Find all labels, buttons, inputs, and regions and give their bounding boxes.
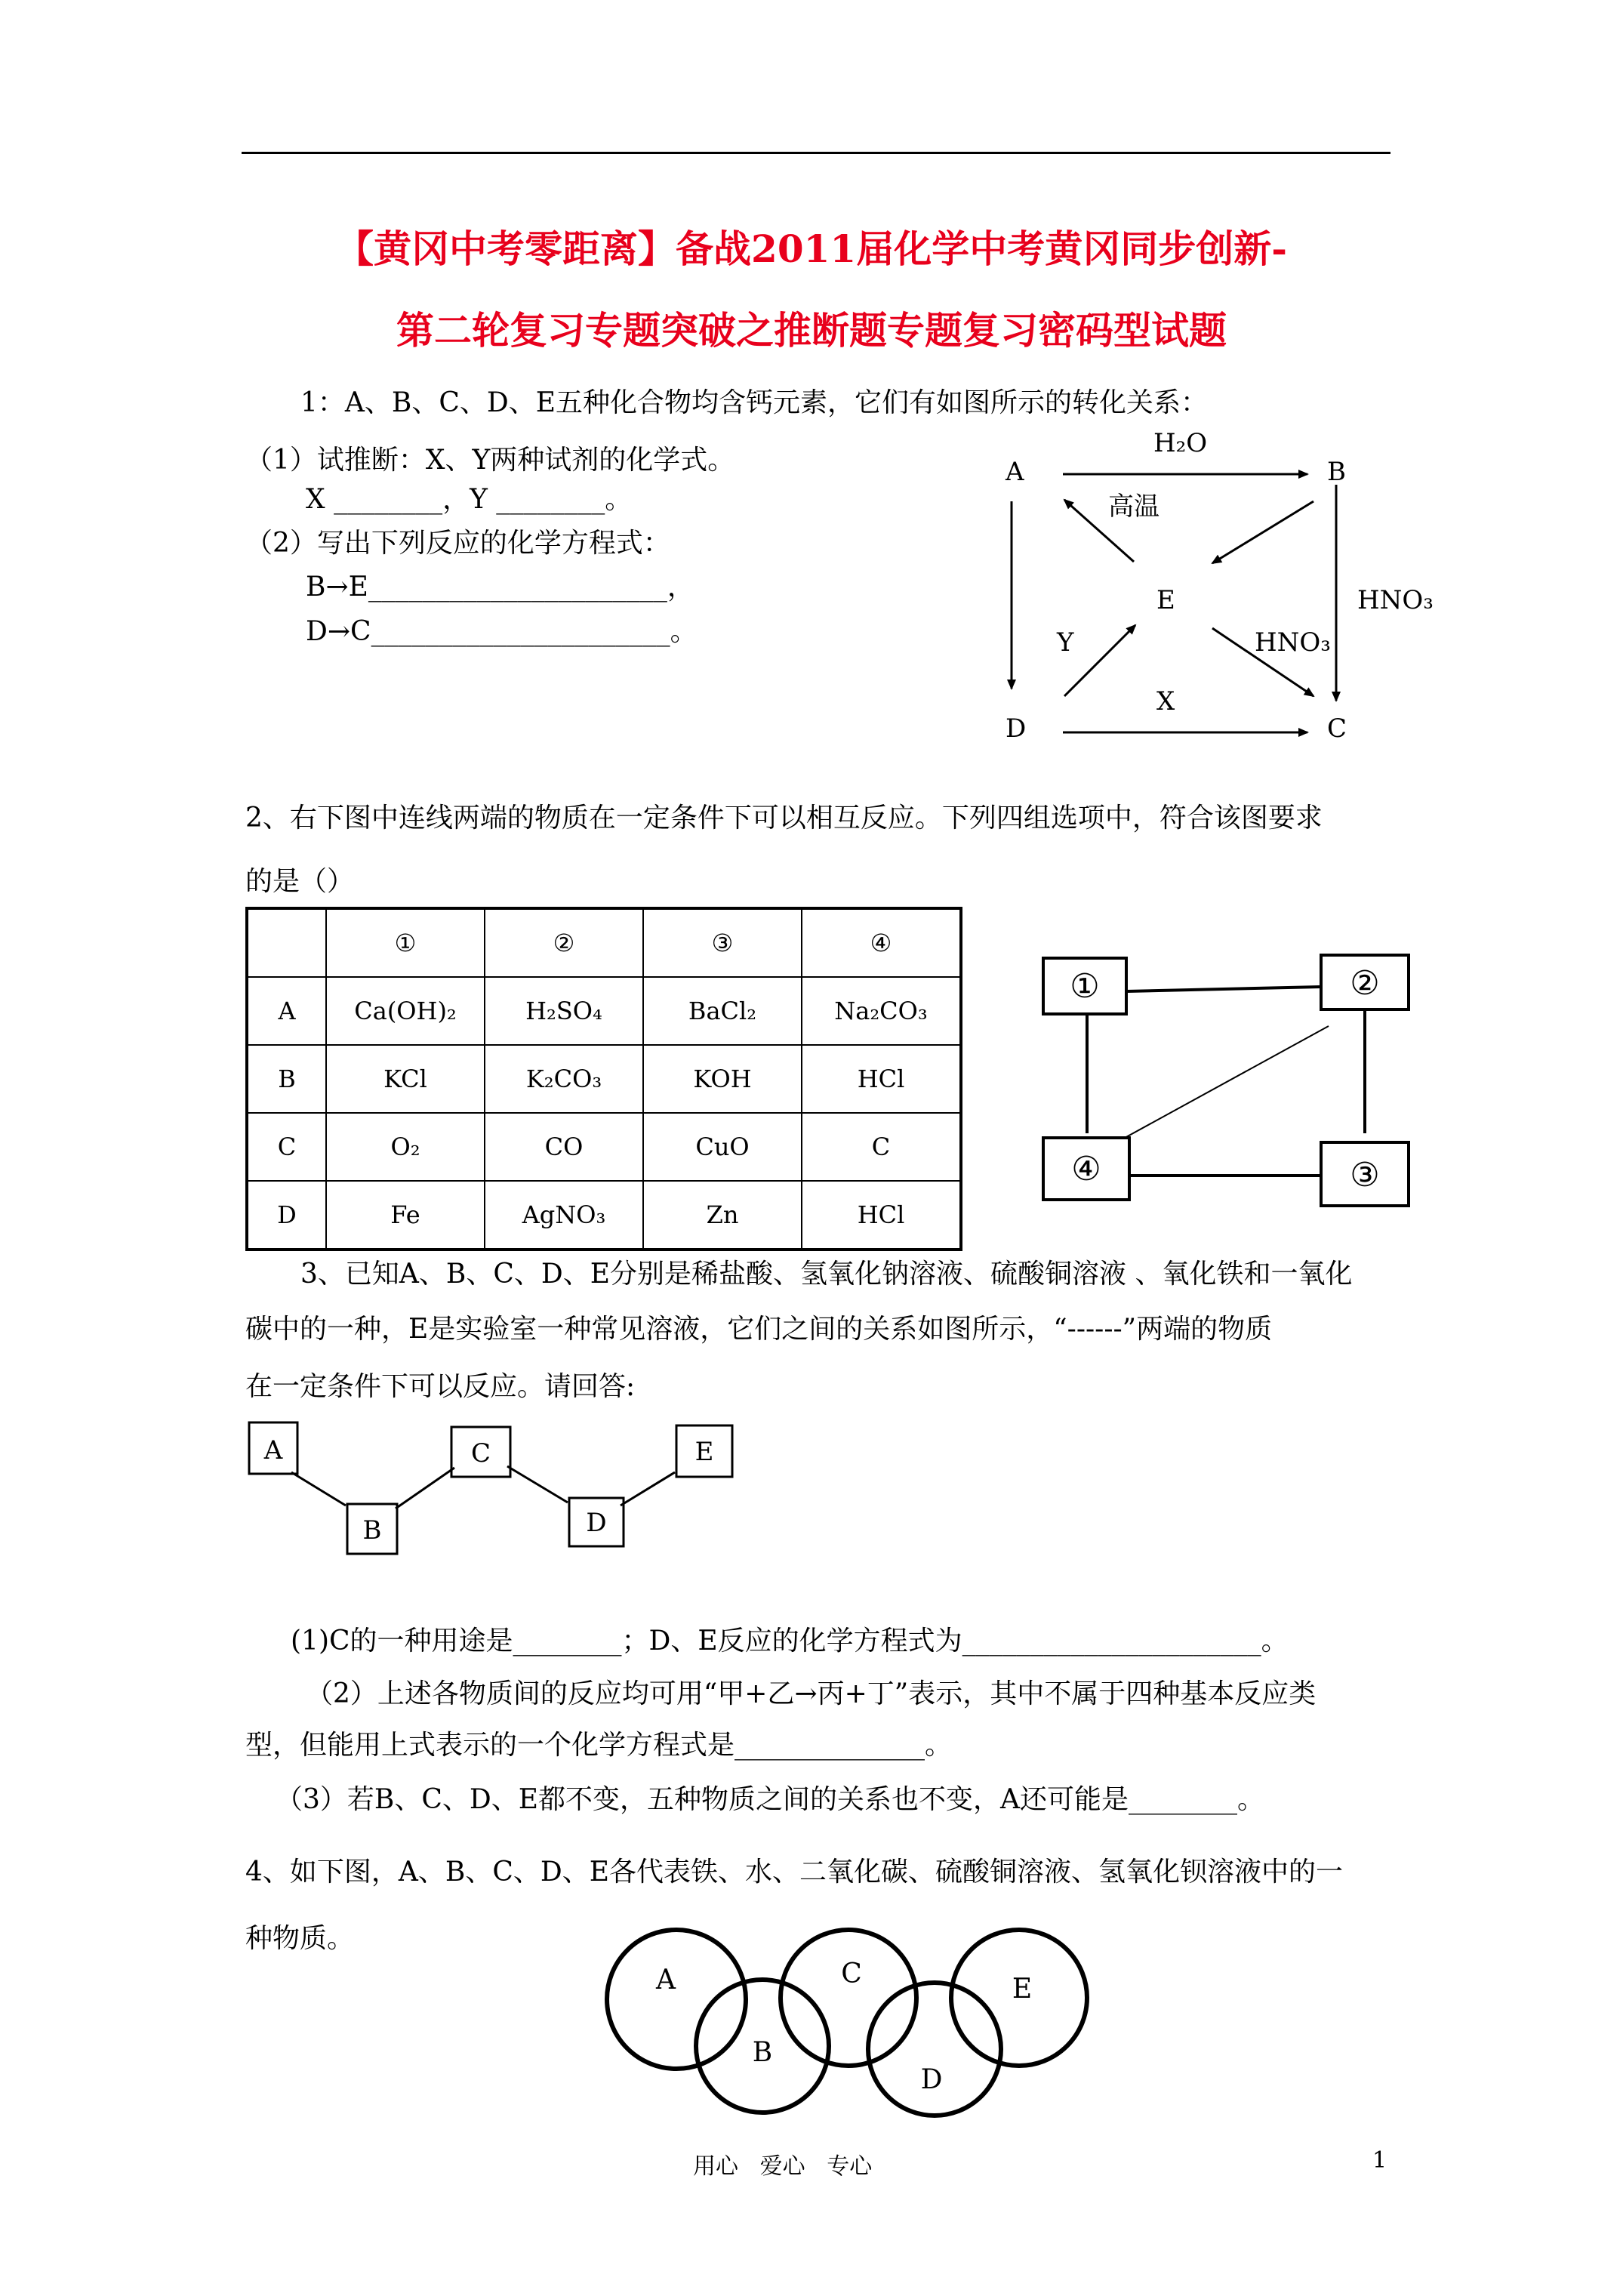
q3-box-e-label: E — [694, 1437, 714, 1467]
table-cell: HCl — [802, 1045, 961, 1113]
q4-circle-d — [868, 1983, 1001, 2116]
table-cell: ③ — [643, 908, 802, 977]
q2-box-4-label: ④ — [1071, 1150, 1101, 1188]
q4-rings-diagram — [589, 1910, 1117, 2129]
q4-line-2: 种物质。 — [245, 1923, 355, 1954]
header-rule — [242, 152, 1390, 154]
table-cell: ④ — [802, 908, 961, 977]
q1-label-h2o: H₂O — [1153, 428, 1208, 458]
table-cell: ② — [485, 908, 643, 977]
q4-line-1: 4、如下图，A、B、C、D、E各代表铁、水、二氧化碳、硫酸铜溶液、氢氧化钡溶液中的一 — [245, 1857, 1344, 1888]
q1-node-c: C — [1327, 713, 1347, 744]
q1-label-y: Y — [1057, 627, 1074, 658]
q1-part1: （1）试推断：X、Y两种试剂的化学式。 — [245, 445, 735, 476]
q1-part2: （2）写出下列反应的化学方程式： — [245, 528, 670, 559]
table-cell: C — [247, 1113, 326, 1181]
table-cell: K₂CO₃ — [485, 1045, 643, 1113]
q2-box-2-label: ② — [1350, 964, 1380, 1003]
q3-answer-2-line-1: （2）上述各物质间的反应均可用“甲+乙→丙+丁”表示，其中不属于四种基本反应类 — [306, 1678, 1317, 1709]
q4-circle-d-label: D — [920, 2064, 943, 2095]
q4-circle-a — [607, 1930, 746, 2069]
q2-stem-2: 的是（） — [245, 866, 355, 897]
table-cell: A — [247, 977, 326, 1045]
table-cell: KCl — [326, 1045, 485, 1113]
q1-label-hno3-mid: HNO₃ — [1255, 627, 1331, 658]
q2-options-table — [245, 907, 962, 1251]
q3-box-c-label: C — [470, 1438, 491, 1469]
q2-link-1-2 — [1126, 987, 1321, 991]
q3-answer-2-line-2: 型，但能用上式表示的一个化学方程式是______________。 — [245, 1730, 953, 1761]
q1-node-a: A — [1006, 457, 1024, 487]
title-line-2: 第二轮复习专题突破之推断题专题复习密码型试题 — [396, 308, 1227, 353]
q3-link-b-c — [396, 1468, 454, 1509]
q1-stem: 1：A、B、C、D、E五种化合物均含钙元素，它们有如图所示的转化关系： — [300, 387, 1209, 418]
q1-d-to-c: D→C______________________。 — [306, 616, 698, 647]
footer-motto: 用心 爱心 专心 — [693, 2153, 873, 2180]
table-header-row — [247, 908, 961, 977]
q1-label-gaowen: 高温 — [1108, 492, 1160, 522]
table-row — [247, 1113, 961, 1181]
q1-node-b: B — [1327, 457, 1346, 487]
q2-reaction-diagram — [1034, 948, 1427, 1219]
table-cell: Fe — [326, 1181, 485, 1250]
table-cell: Na₂CO₃ — [802, 977, 961, 1045]
q3-link-a-b — [291, 1472, 346, 1505]
q4-circle-e-label: E — [1012, 1974, 1033, 2005]
table-row — [247, 1045, 961, 1113]
table-cell: ① — [326, 908, 485, 977]
table-cell: Ca(OH)₂ — [326, 977, 485, 1045]
table-cell: Zn — [643, 1181, 802, 1250]
table-cell: AgNO₃ — [485, 1181, 643, 1250]
q3-box-d-label: D — [586, 1508, 607, 1538]
page-number: 1 — [1372, 2147, 1387, 2174]
title-line-1: 【黄冈中考零距离】备战2011届化学中考黄冈同步创新- — [336, 227, 1287, 271]
table-cell: O₂ — [326, 1113, 485, 1181]
q1-label-hno3-right: HNO₃ — [1357, 585, 1434, 615]
q1-part1-blank: X ________，Y ________。 — [306, 484, 633, 515]
q2-box-3-label: ③ — [1350, 1156, 1380, 1194]
table-cell: D — [247, 1181, 326, 1250]
q3-answer-1: (1)C的一种用途是________；D、E反应的化学方程式为______________________。 — [291, 1626, 1289, 1657]
q2-stem-1: 2、右下图中连线两端的物质在一定条件下可以相互反应。下列四组选项中，符合该图要求 — [245, 803, 1323, 834]
table-cell: BaCl₂ — [643, 977, 802, 1045]
q3-line-1: 3、已知A、B、C、D、E分别是稀盐酸、氢氧化钠溶液、硫酸铜溶液 、氧化铁和一氧化 — [300, 1259, 1353, 1290]
q3-link-d-e — [621, 1472, 675, 1505]
q1-conversion-diagram — [981, 423, 1449, 755]
q3-line-2: 碳中的一种，E是实验室一种常见溶液，它们之间的关系如图所示，“------”两端的物质 — [245, 1314, 1273, 1345]
table-row — [247, 1181, 961, 1250]
q3-box-a-label: A — [263, 1435, 283, 1465]
table-row — [247, 977, 961, 1045]
q3-relation-diagram — [242, 1412, 785, 1563]
q2-link-4-2 — [1125, 1026, 1329, 1138]
q4-circle-b-label: B — [752, 2037, 773, 2068]
table-cell: H₂SO₄ — [485, 977, 643, 1045]
q3-link-c-d — [507, 1466, 568, 1502]
q1-node-e: E — [1156, 585, 1175, 615]
q3-box-b-label: B — [362, 1515, 382, 1546]
q1-arrow-b-e — [1212, 501, 1313, 563]
q1-node-d: D — [1006, 713, 1027, 744]
q4-circle-c-label: C — [841, 1959, 862, 1989]
q3-answer-3: （3）若B、C、D、E都不变，五种物质之间的关系也不变，A还可能是________。 — [276, 1784, 1265, 1815]
table-cell: CuO — [643, 1113, 802, 1181]
table-cell: KOH — [643, 1045, 802, 1113]
q1-label-x: X — [1156, 686, 1175, 717]
q1-b-to-e: B→E______________________， — [306, 572, 694, 603]
table-cell — [247, 908, 326, 977]
table-cell: HCl — [802, 1181, 961, 1250]
table-cell: CO — [485, 1113, 643, 1181]
q1-arrow-d-e — [1064, 625, 1135, 696]
q3-line-3: 在一定条件下可以反应。请回答: — [245, 1371, 636, 1402]
q2-box-1-label: ① — [1070, 967, 1100, 1006]
table-cell: B — [247, 1045, 326, 1113]
q4-circle-a-label: A — [656, 1965, 676, 1996]
table-cell: C — [802, 1113, 961, 1181]
